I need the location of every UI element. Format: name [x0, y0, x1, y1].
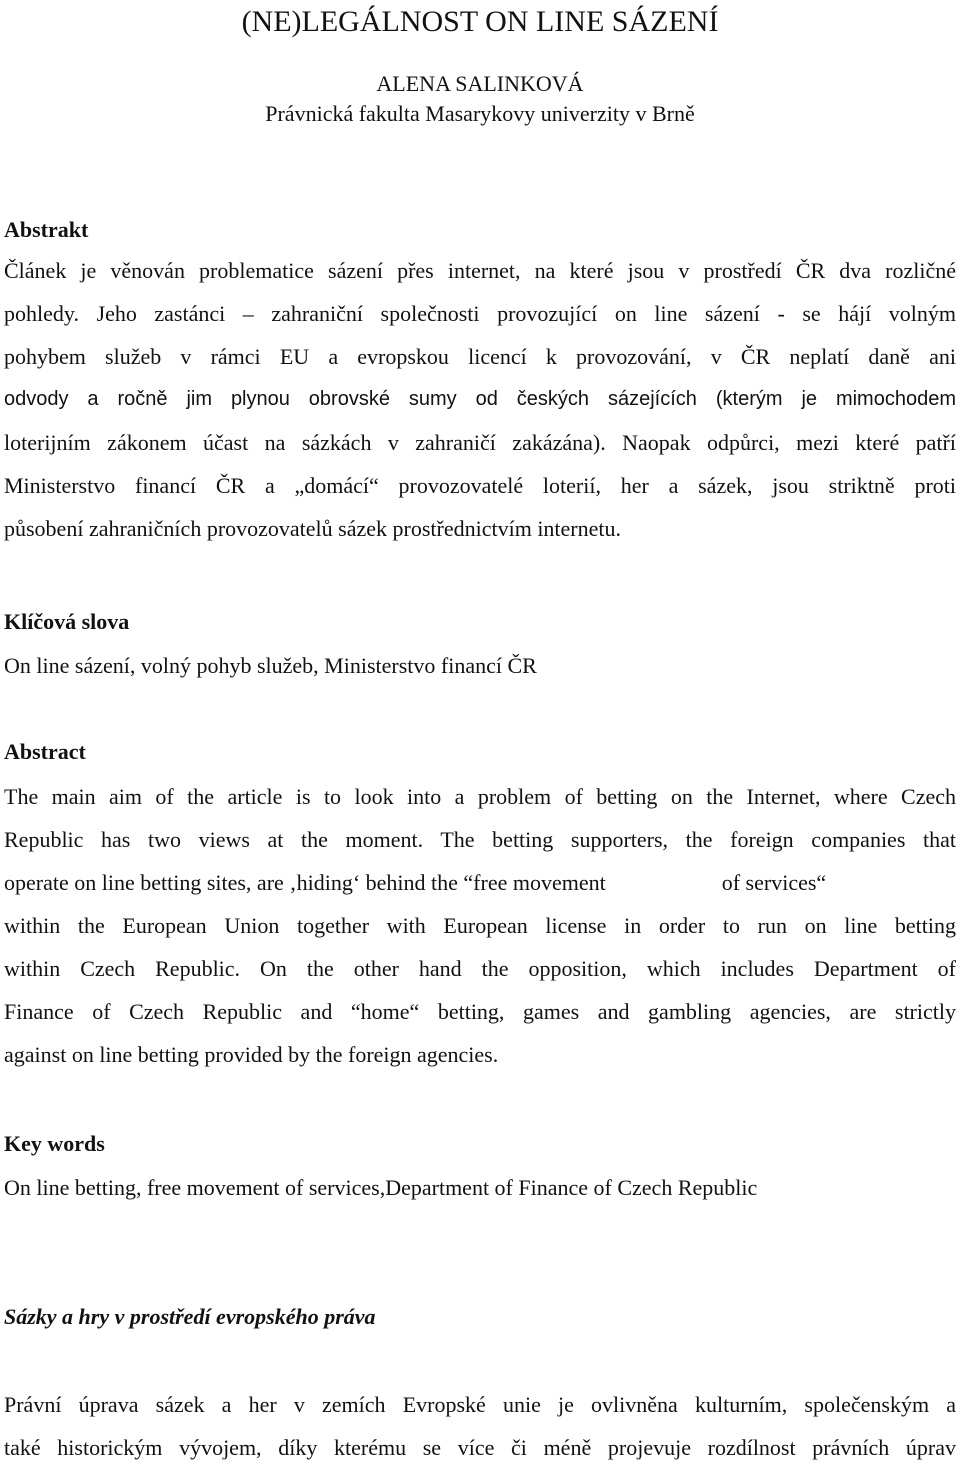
cz-abstract-line: Ministerstvo financí ČR a „domácí“ provozovatelé loterií, her a sázek, jsou striktně proti [4, 473, 956, 498]
page-title: (NE)LEGÁLNOST ON LINE SÁZENÍ [241, 5, 719, 38]
cz-abstract-line: loterijním zákonem účast na sázkách v zahraničí zakázána). Naopak odpůrci, mezi které patří [4, 430, 956, 455]
en-abstract-line-part: of services“ [721, 870, 827, 895]
cz-keywords-heading: Klíčová slova [4, 609, 130, 634]
section-line: Právní úprava sázek a her v zemích Evropské unie je ovlivněna kulturním, společenským a [4, 1392, 956, 1417]
cz-abstract-line: působení zahraničních provozovatelů sázek prostřednictvím internetu. [4, 516, 622, 541]
cz-abstract-line: Článek je věnován problematice sázení přes internet, na které jsou v prostředí ČR dva rozličné [4, 258, 956, 283]
en-keywords-text: On line betting, free movement of services,Department of Finance of Czech Republic [4, 1175, 758, 1200]
en-abstract-line: Republic has two views at the moment. The betting supporters, the foreign companies that [4, 827, 956, 852]
cz-abstract-line: pohybem služeb v rámci EU a evropskou licencí k provozování, v ČR neplatí daně ani [4, 344, 956, 369]
section-body [4, 1383, 956, 1469]
en-abstract-line: within Czech Republic. On the other hand the opposition, which includes Department of [4, 956, 956, 981]
en-abstract-heading: Abstract [4, 739, 86, 764]
author-name: ALENA SALINKOVÁ [376, 71, 584, 96]
en-keywords-heading: Key words [4, 1131, 105, 1156]
en-abstract-line-split [4, 861, 956, 904]
en-abstract-line: within the European Union together with European license in order to run on line betting [4, 913, 956, 938]
cz-keywords-text: On line sázení, volný pohyb služeb, Ministerstvo financí ČR [4, 653, 537, 678]
en-abstract-line: Finance of Czech Republic and “home“ betting, games and gambling agencies, are strictly [4, 999, 956, 1024]
cz-abstract-body [4, 249, 956, 550]
en-abstract-line-part: operate on line betting sites, are ‚hiding‘ behind the “free movement [4, 870, 606, 895]
en-abstract-line: The main aim of the article is to look into a problem of betting on the Internet, where Czech [4, 784, 956, 809]
cz-abstract-heading: Abstrakt [4, 217, 89, 242]
author-affiliation: Právnická fakulta Masarykovy univerzity v Brně [265, 101, 695, 126]
en-abstract-line: against on line betting provided by the foreign agencies. [4, 1042, 499, 1067]
cz-abstract-line: pohledy. Jeho zastánci – zahraniční společnosti provozující on line sázení - se hájí volným [4, 301, 956, 326]
en-abstract-body [4, 775, 956, 1076]
cz-abstract-line: odvody a ročně jim plynou obrovské sumy od českých sázejících (kterým je mimochodem [4, 388, 956, 410]
section-line: také historickým vývojem, díky kterému se více či méně projevuje rozdílnost právních úprav [4, 1435, 956, 1460]
section-heading: Sázky a hry v prostředí evropského práva [4, 1304, 376, 1329]
